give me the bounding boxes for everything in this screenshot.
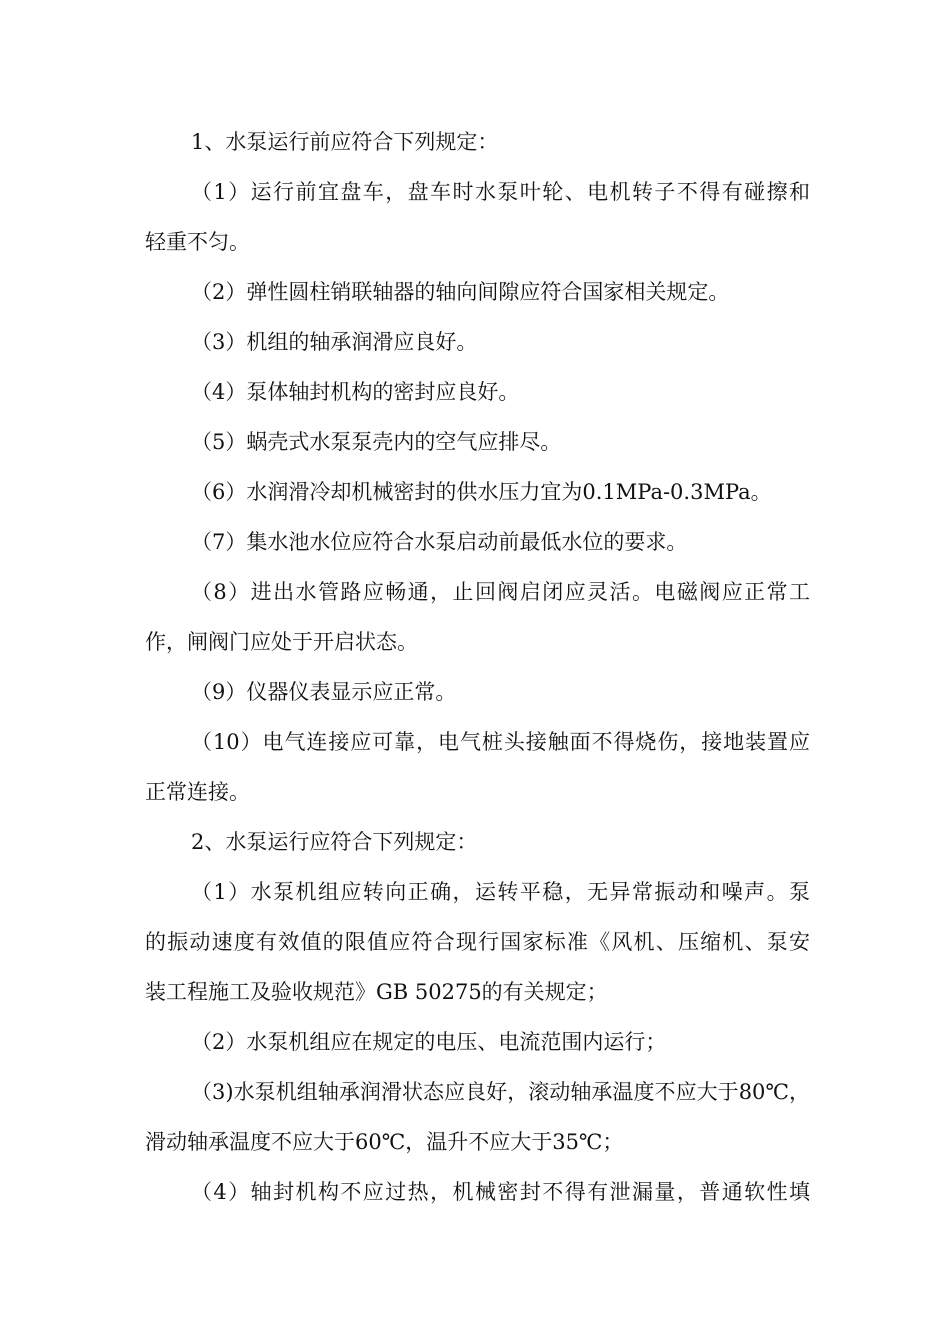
text-line: 2、水泵运行应符合下列规定：	[191, 830, 478, 854]
text-line: 的振动速度有效值的限值应符合现行国家标准《风机、压缩机、泵安	[145, 930, 810, 954]
text-line: （2）弹性圆柱销联轴器的轴向间隙应符合国家相关规定。	[191, 280, 730, 304]
text-line: 滑动轴承温度不应大于60℃，温升不应大于35℃；	[145, 1130, 624, 1154]
text-line: （6）水润滑冷却机械密封的供水压力宜为0.1MPa-0.3MPa。	[191, 480, 772, 504]
text-line: （3)水泵机组轴承润滑状态应良好，滚动轴承温度不应大于80℃，	[191, 1080, 810, 1104]
text-line: （4）泵体轴封机构的密封应良好。	[191, 380, 520, 404]
document-body	[145, 117, 810, 1217]
text-line: （1）运行前宜盘车，盘车时水泵叶轮、电机转子不得有碰擦和	[191, 180, 810, 204]
text-line: （3）机组的轴承润滑应良好。	[191, 330, 478, 354]
text-line: （9）仪器仪表显示应正常。	[191, 680, 457, 704]
text-line: 作，闸阀门应处于开启状态。	[145, 630, 418, 654]
text-line: （1）水泵机组应转向正确，运转平稳，无异常振动和噪声。泵	[191, 880, 810, 904]
text-line: （4）轴封机构不应过热，机械密封不得有泄漏量，普通软性填	[191, 1180, 810, 1204]
text-line: （5）蜗壳式水泵泵壳内的空气应排尽。	[191, 430, 562, 454]
text-line: （10）电气连接应可靠，电气桩头接触面不得烧伤，接地装置应	[191, 730, 810, 754]
text-line: 正常连接。	[145, 780, 250, 804]
text-line: 1、水泵运行前应符合下列规定：	[191, 130, 499, 154]
text-line: （2）水泵机组应在规定的电压、电流范围内运行；	[191, 1030, 667, 1054]
text-line: 轻重不匀。	[145, 230, 250, 254]
text-line: （7）集水池水位应符合水泵启动前最低水位的要求。	[191, 530, 688, 554]
text-line: 装工程施工及验收规范》GB 50275的有关规定；	[145, 980, 608, 1004]
text-line: （8）进出水管路应畅通，止回阀启闭应灵活。电磁阀应正常工	[191, 580, 810, 604]
